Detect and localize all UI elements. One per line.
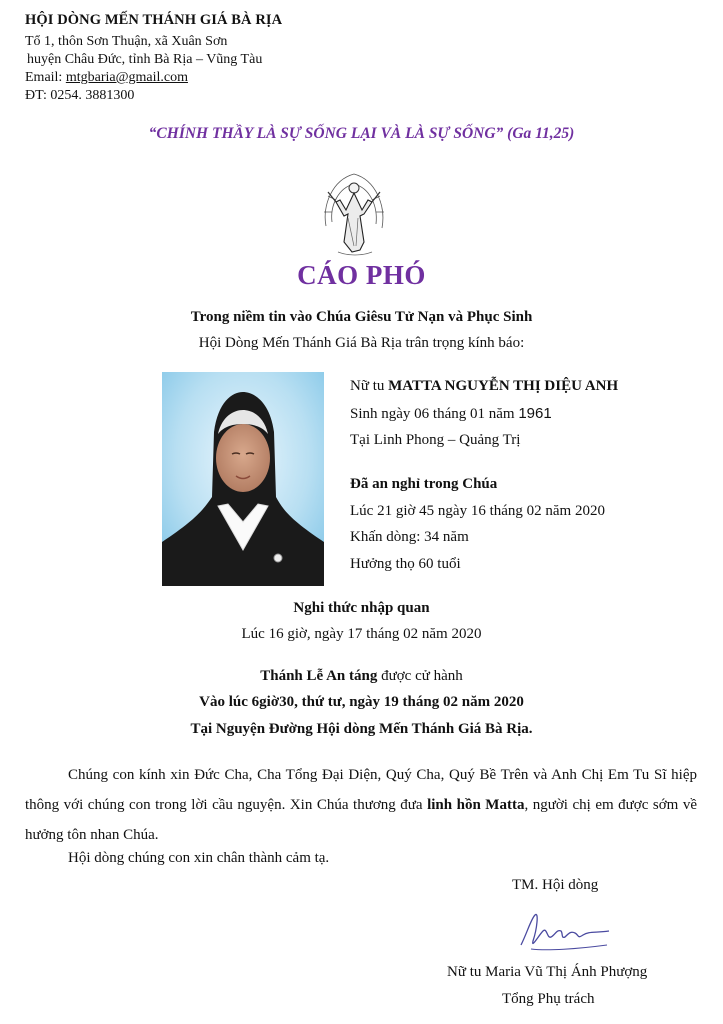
email-link[interactable]: mtgbaria@gmail.com — [65, 70, 188, 85]
birth-year: 1961 — [518, 405, 552, 422]
para1-start: Chúng con kính xin Đức Cha, Cha Tổng Đại Diện, Quý Cha, Quý Bề Trên và Anh Chị Em Tu Sĩ hiệp thông với chúng con trong lời cầu nguyện. Xin Chúa thương đưa — [25, 767, 697, 813]
funeral-heading-rest: được cử hành — [377, 668, 463, 684]
portrait-photo — [162, 372, 324, 586]
email-label: Email: — [25, 70, 66, 85]
scripture-quote — [0, 125, 723, 143]
death-time: Lúc 21 giờ 45 ngày 16 tháng 02 năm 2020 — [350, 503, 605, 519]
deceased-name: MATTA NGUYỄN THỊ DIỆU ANH — [388, 378, 619, 394]
funeral-place: Tại Nguyện Đường Hội dòng Mến Thánh Giá Bà Rịa. — [190, 721, 533, 737]
deceased-name-line — [350, 378, 618, 395]
org-name: HỘI DÒNG MẾN THÁNH GIÁ BÀ RỊA — [25, 12, 283, 28]
handwritten-signature — [517, 905, 613, 957]
birthplace: Tại Linh Phong – Quảng Trị — [350, 432, 521, 448]
signer-name: Nữ tu Maria Vũ Thị Ánh Phượng — [447, 964, 648, 980]
funeral-heading-bold: Thánh Lễ An táng — [260, 668, 378, 684]
risen-christ-icon — [318, 166, 390, 258]
coffin-time: Lúc 16 giờ, ngày 17 tháng 02 năm 2020 — [241, 626, 482, 642]
intro-line-2: Hội Dòng Mến Thánh Giá Bà Rịa trân trọng kính báo: — [198, 335, 525, 351]
phone-line: ĐT: 0254. 3881300 — [25, 88, 135, 103]
para1-bold: linh hồn Matta — [427, 797, 525, 813]
closing-paragraph — [25, 760, 697, 850]
coffin-heading: Nghi thức nhập quan — [293, 600, 430, 616]
name-prefix: Nữ tu — [350, 378, 389, 394]
vows-years: Khấn dòng: 34 năm — [350, 529, 469, 545]
funeral-heading — [0, 668, 723, 685]
para1-end: , người chị em được sớm về hưởng tôn nhan Chúa. — [25, 797, 697, 843]
quote-reference: (Ga 11,25) — [507, 125, 575, 142]
page-title: CÁO PHÓ — [297, 260, 426, 290]
address-line-1: Tổ 1, thôn Sơn Thuận, xã Xuân Sơn — [25, 34, 228, 49]
funeral-time: Vào lúc 6giờ30, thứ tư, ngày 19 tháng 02 năm 2020 — [199, 694, 524, 710]
birth-prefix: Sinh ngày 06 tháng 01 năm — [350, 406, 519, 422]
age-at-death: Hưởng thọ 60 tuổi — [350, 556, 461, 572]
on-behalf-label: TM. Hội dòng — [512, 877, 599, 893]
rested-heading: Đã an nghỉ trong Chúa — [350, 476, 498, 492]
email-line — [25, 69, 188, 87]
address-line-2: huyện Châu Đức, tỉnh Bà Rịa – Vũng Tàu — [27, 52, 263, 67]
intro-line-1: Trong niềm tin vào Chúa Giêsu Tử Nạn và Phục Sinh — [190, 309, 533, 325]
thanks-paragraph: Hội dòng chúng con xin chân thành cảm tạ. — [68, 850, 330, 866]
birth-line — [350, 405, 552, 423]
signer-role: Tổng Phụ trách — [502, 991, 595, 1007]
quote-text: “CHÍNH THẦY LÀ SỰ SỐNG LẠI VÀ LÀ SỰ SỐNG” — [148, 125, 504, 142]
